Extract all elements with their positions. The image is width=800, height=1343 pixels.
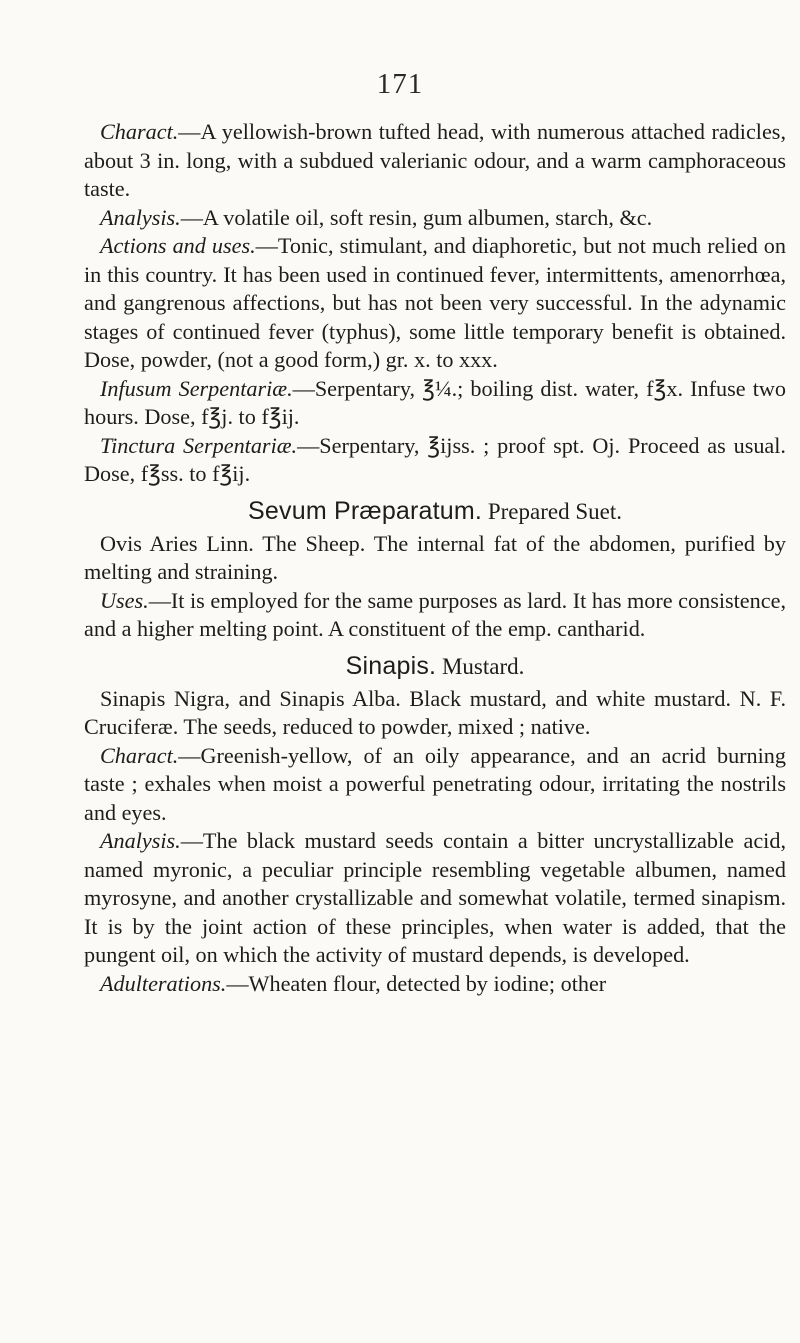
paragraph-lead: Infusum Serpentariæ. [100,375,293,401]
paragraph-lead: Tinctura Serpentariæ. [100,432,298,458]
paragraph-text: Sinapis Nigra, and Sinapis Alba. Black mustard, and white mustard. N. F. Cruciferæ. The seeds, reduced to powder, mixed ; native. [84,685,786,739]
paragraph-tinctura [84,432,786,489]
paragraph-text: —Serpentary, ℥ijss. ; proof spt. Oj. Proceed as usual. Dose, f℥ss. to f℥ij. [84,432,786,486]
paragraph-text: —Wheaten flour, detected by iodine; other [226,970,607,996]
heading-title: Sevum Præparatum. [248,496,483,525]
paragraph-infusum [84,375,786,432]
paragraph-source [84,685,786,742]
paragraph-text: —A volatile oil, soft resin, gum albumen, starch, &c. [180,204,653,230]
heading-subtitle: Mustard. [436,653,525,679]
paragraph-text: —The black mustard seeds contain a bitter uncrystallizable acid, named myronic, a peculiar principle resembling vegetable albumen, named myrosyne, and another crystallizable and somewhat volatile, termed sinapism. It is by the joint action of these principles, when water is added, that the pungent oil, on which the activity of mustard depends, is developed. [84,828,786,967]
paragraph-text: Ovis Aries Linn. The Sheep. The internal fat of the abdomen, purified by melting and straining. [84,530,786,584]
paragraph-text: —Tonic, stimulant, and diaphoretic, but not much relied on in this country. It has been used in continued fever, intermittents, amenorrhœa, and gangrenous affections, but has not been very successful. In the adynamic stages of continued fever (typhus), some little temporary benefit is obtained. Dose, powder, (not a good form,) gr. x. to xxx. [84,233,786,372]
section-heading-sevum [84,496,786,527]
paragraph-actions-uses [84,232,786,375]
paragraph-lead: Adulterations. [100,970,227,996]
paragraph-characters [84,118,786,204]
paragraph-source [84,530,786,587]
paragraph-text: —It is employed for the same purposes as lard. It has more consistence, and a higher melting point. A constituent of the emp. cantharid. [84,587,786,641]
paragraph-lead: Charact. [100,742,179,768]
paragraph-lead: Analysis. [100,828,181,853]
paragraph-lead: Charact. [100,119,179,144]
paragraph-analysis [84,204,786,233]
page-number: 171 [376,68,424,100]
heading-title: Sinapis. [345,651,437,680]
paragraph-text: —A yellowish-brown tufted head, with numerous attached radicles, about 3 in. long, with a subdued valerianic odour, and a warm camphoraceous taste. [84,119,786,201]
paragraph-lead: Uses. [100,587,149,613]
paragraph-lead: Analysis. [100,204,181,230]
paragraph-characters [84,742,786,828]
paragraph-uses [84,587,786,644]
paragraph-lead: Actions and uses. [100,233,256,258]
paragraph-analysis [84,827,786,970]
paragraph-adulterations [84,970,786,999]
section-heading-sinapis [84,651,786,682]
paragraph-text: —Greenish-yellow, of an oily appearance, and an acrid burning taste ; exhales when moist a powerful penetrating odour, irritating the nostrils and eyes. [84,742,786,825]
page-body [84,118,786,998]
heading-subtitle: Prepared Suet. [482,498,622,524]
paragraph-text: —Serpentary, ℥¼.; boiling dist. water, f℥x. Infuse two hours. Dose, f℥j. to f℥ij. [84,375,786,429]
